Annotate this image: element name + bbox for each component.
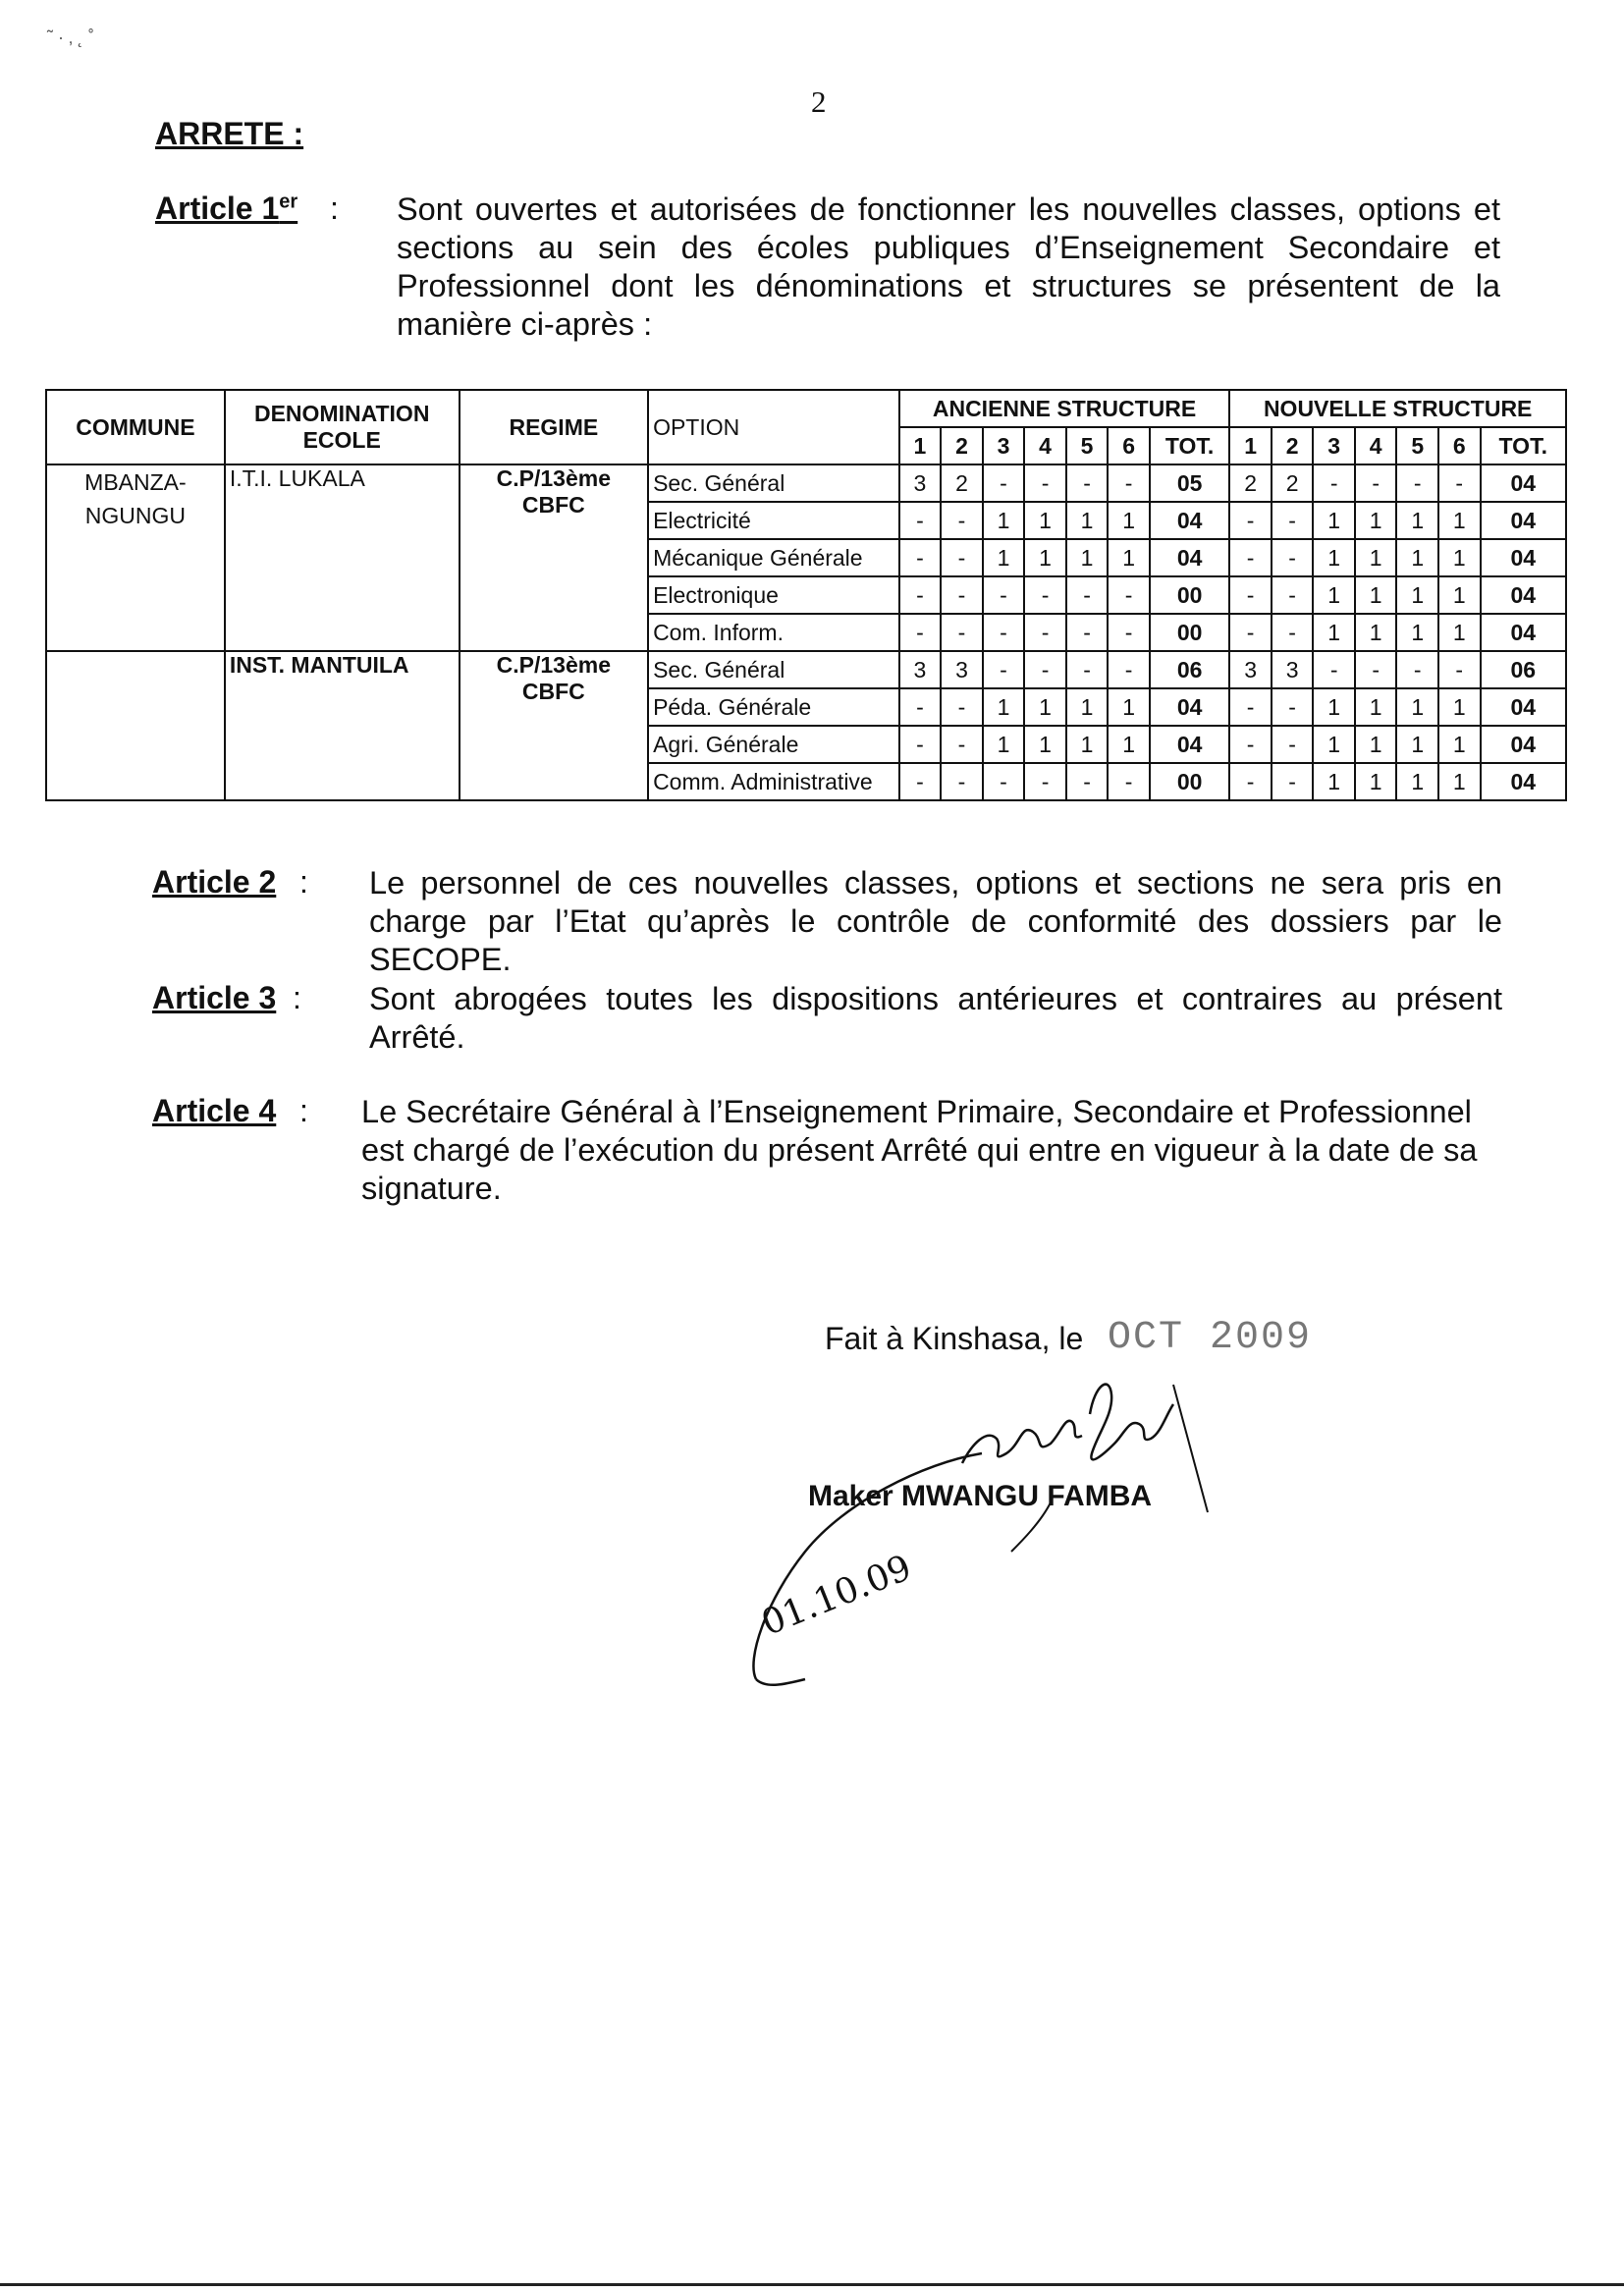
anc-total-cell: 04 xyxy=(1150,502,1229,539)
anc-year-cell: 2 xyxy=(941,464,983,502)
anc-year-cell: 1 xyxy=(1066,726,1109,763)
anc-year-cell: - xyxy=(1066,576,1109,614)
nouv-year-cell: - xyxy=(1229,576,1272,614)
article-3-text: Sont abrogées toutes les dispositions antérieures et contraires au présent Arrêté. xyxy=(369,981,1502,1055)
nouv-year-cell: - xyxy=(1355,464,1397,502)
anc-total-cell: 00 xyxy=(1150,576,1229,614)
anc-year-cell: - xyxy=(899,763,942,800)
nouv-total-cell: 04 xyxy=(1481,502,1566,539)
year-header: 3 xyxy=(1313,427,1355,464)
regime-cell: C.P/13ème CBFC xyxy=(460,651,648,800)
nouv-year-cell: 1 xyxy=(1396,688,1438,726)
anc-year-cell: 3 xyxy=(899,464,942,502)
anc-year-cell: 1 xyxy=(1108,688,1150,726)
nouv-total-cell: 04 xyxy=(1481,464,1566,502)
nouv-total-cell: 04 xyxy=(1481,763,1566,800)
anc-year-cell: - xyxy=(1024,614,1066,651)
nouv-year-cell: 2 xyxy=(1272,464,1314,502)
nouv-year-cell: - xyxy=(1272,688,1314,726)
nouv-year-cell: - xyxy=(1272,726,1314,763)
nouv-year-cell: 1 xyxy=(1396,539,1438,576)
anc-year-cell: 1 xyxy=(1108,726,1150,763)
anc-year-cell: - xyxy=(1108,614,1150,651)
anc-year-cell: - xyxy=(1108,576,1150,614)
anc-year-cell: - xyxy=(1024,464,1066,502)
scan-specks: ˜ · ‚ ˛ ˚ xyxy=(47,27,94,47)
nouv-year-cell: 1 xyxy=(1355,726,1397,763)
year-header: 4 xyxy=(1355,427,1397,464)
anc-year-cell: 1 xyxy=(1108,502,1150,539)
year-header: 2 xyxy=(1272,427,1314,464)
anc-year-cell: - xyxy=(1108,464,1150,502)
nouv-year-cell: - xyxy=(1229,688,1272,726)
nouv-total-cell: 04 xyxy=(1481,614,1566,651)
anc-year-cell: 1 xyxy=(983,502,1025,539)
nouv-year-cell: 1 xyxy=(1438,576,1481,614)
date-stamp: OCT 2009 xyxy=(1108,1316,1313,1360)
anc-year-cell: - xyxy=(1066,763,1109,800)
nouv-total-cell: 04 xyxy=(1481,576,1566,614)
option-cell: Electricité xyxy=(648,502,899,539)
nouv-total-cell: 06 xyxy=(1481,651,1566,688)
article-1-colon: : xyxy=(330,191,339,226)
nouv-year-cell: - xyxy=(1438,464,1481,502)
header-denomination: DENOMINATION ECOLE xyxy=(225,390,460,464)
nouv-year-cell: - xyxy=(1272,502,1314,539)
option-cell: Mécanique Générale xyxy=(648,539,899,576)
anc-year-cell: - xyxy=(899,502,942,539)
year-header: 1 xyxy=(899,427,942,464)
nouv-year-cell: 1 xyxy=(1313,539,1355,576)
nouv-year-cell: - xyxy=(1229,614,1272,651)
structure-table xyxy=(45,389,1567,801)
year-header: 6 xyxy=(1438,427,1481,464)
page-number: 2 xyxy=(811,84,827,119)
anc-year-cell: - xyxy=(983,464,1025,502)
option-cell: Comm. Administrative xyxy=(648,763,899,800)
anc-total-cell: 05 xyxy=(1150,464,1229,502)
nouv-year-cell: - xyxy=(1229,763,1272,800)
anc-year-cell: - xyxy=(1066,614,1109,651)
nouv-year-cell: - xyxy=(1313,464,1355,502)
article-2-text: Le personnel de ces nouvelles classes, options et sections ne sera pris en charge par l’Etat qu’après le contrôle de conformité des dossiers par le SECOPE. xyxy=(369,865,1502,977)
header-nouvelle-structure: NOUVELLE STRUCTURE xyxy=(1229,390,1566,427)
nouv-year-cell: - xyxy=(1272,576,1314,614)
article-4-colon: : xyxy=(299,1093,308,1128)
anc-total-cell: 06 xyxy=(1150,651,1229,688)
anc-year-cell: - xyxy=(983,614,1025,651)
anc-year-cell: - xyxy=(899,539,942,576)
nouv-year-cell: - xyxy=(1396,651,1438,688)
nouv-year-cell: 1 xyxy=(1313,614,1355,651)
option-cell: Com. Inform. xyxy=(648,614,899,651)
nouv-year-cell: 1 xyxy=(1438,614,1481,651)
anc-year-cell: - xyxy=(941,688,983,726)
anc-year-cell: - xyxy=(941,539,983,576)
anc-year-cell: 1 xyxy=(1024,502,1066,539)
nouv-total-cell: 04 xyxy=(1481,726,1566,763)
anc-total-cell: 00 xyxy=(1150,763,1229,800)
anc-year-cell: 1 xyxy=(983,726,1025,763)
nouv-year-cell: - xyxy=(1438,651,1481,688)
year-header: 2 xyxy=(941,427,983,464)
header-commune: COMMUNE xyxy=(46,390,225,464)
nouv-year-cell: - xyxy=(1313,651,1355,688)
anc-year-cell: 1 xyxy=(1108,539,1150,576)
anc-year-cell: 1 xyxy=(1024,688,1066,726)
article-3-label: Article 3 xyxy=(152,980,277,1015)
signature-place: Fait à Kinshasa, le xyxy=(825,1321,1084,1356)
anc-year-cell: - xyxy=(941,726,983,763)
nouv-year-cell: - xyxy=(1272,614,1314,651)
anc-year-cell: - xyxy=(1024,651,1066,688)
article-1 xyxy=(155,191,1500,357)
anc-year-cell: - xyxy=(983,576,1025,614)
signer-name: Maker MWANGU FAMBA xyxy=(808,1480,1153,1512)
total-header: TOT. xyxy=(1481,427,1566,464)
nouv-year-cell: 1 xyxy=(1355,614,1397,651)
article-2 xyxy=(152,864,1502,977)
anc-year-cell: - xyxy=(941,576,983,614)
anc-year-cell: - xyxy=(899,726,942,763)
decree-heading: ARRETE : xyxy=(155,116,304,151)
nouv-year-cell: 1 xyxy=(1396,763,1438,800)
anc-total-cell: 04 xyxy=(1150,726,1229,763)
option-cell: Sec. Général xyxy=(648,464,899,502)
nouv-year-cell: 1 xyxy=(1355,763,1397,800)
table-row xyxy=(46,651,1566,688)
handwritten-date: 01.10.09 xyxy=(756,1547,917,1645)
article-3 xyxy=(152,980,1502,1068)
anc-year-cell: - xyxy=(941,763,983,800)
nouv-year-cell: 1 xyxy=(1438,539,1481,576)
school-name-cell: I.T.I. LUKALA xyxy=(225,464,460,651)
option-cell: Agri. Générale xyxy=(648,726,899,763)
nouv-year-cell: 1 xyxy=(1396,502,1438,539)
year-header: 4 xyxy=(1024,427,1066,464)
year-header: 5 xyxy=(1066,427,1109,464)
year-header: 5 xyxy=(1396,427,1438,464)
nouv-year-cell: 1 xyxy=(1313,763,1355,800)
nouv-year-cell: 1 xyxy=(1355,688,1397,726)
article-4-text: Le Secrétaire Général à l’Enseignement Primaire, Secondaire et Professionnel est chargé de l’exécution du présent Arrêté qui entre en vigueur à la date de sa signature. xyxy=(361,1094,1478,1206)
anc-year-cell: - xyxy=(941,502,983,539)
nouv-year-cell: 1 xyxy=(1438,502,1481,539)
anc-year-cell: - xyxy=(1024,763,1066,800)
nouv-year-cell: - xyxy=(1355,651,1397,688)
nouv-year-cell: - xyxy=(1272,763,1314,800)
anc-year-cell: 1 xyxy=(983,688,1025,726)
nouv-year-cell: 1 xyxy=(1355,576,1397,614)
anc-year-cell: 1 xyxy=(1024,726,1066,763)
nouv-year-cell: 2 xyxy=(1229,464,1272,502)
anc-year-cell: - xyxy=(1108,763,1150,800)
nouv-year-cell: - xyxy=(1229,726,1272,763)
anc-total-cell: 04 xyxy=(1150,539,1229,576)
nouv-year-cell: - xyxy=(1272,539,1314,576)
nouv-year-cell: 1 xyxy=(1396,614,1438,651)
article-4-label: Article 4 xyxy=(152,1093,277,1128)
anc-year-cell: - xyxy=(1024,576,1066,614)
commune-cell xyxy=(46,651,225,800)
article-2-label: Article 2 xyxy=(152,864,277,900)
regime-cell: C.P/13ème CBFC xyxy=(460,464,648,651)
nouv-year-cell: 1 xyxy=(1438,726,1481,763)
anc-year-cell: 1 xyxy=(1066,688,1109,726)
anc-year-cell: - xyxy=(983,651,1025,688)
header-option: OPTION xyxy=(648,390,899,464)
header-ancienne-structure: ANCIENNE STRUCTURE xyxy=(899,390,1230,427)
anc-year-cell: - xyxy=(899,614,942,651)
handwritten-signature xyxy=(727,1306,1237,1719)
article-4 xyxy=(152,1093,1502,1221)
article-1-label: Article 1er xyxy=(155,191,298,226)
anc-year-cell: 1 xyxy=(1066,539,1109,576)
year-header: 6 xyxy=(1108,427,1150,464)
nouv-year-cell: - xyxy=(1229,539,1272,576)
nouv-year-cell: 1 xyxy=(1313,726,1355,763)
anc-year-cell: 1 xyxy=(1024,539,1066,576)
nouv-total-cell: 04 xyxy=(1481,539,1566,576)
nouv-year-cell: 1 xyxy=(1313,688,1355,726)
anc-year-cell: - xyxy=(1066,651,1109,688)
nouv-year-cell: - xyxy=(1396,464,1438,502)
nouv-year-cell: 1 xyxy=(1313,576,1355,614)
nouv-year-cell: 1 xyxy=(1396,726,1438,763)
total-header: TOT. xyxy=(1150,427,1229,464)
nouv-year-cell: 1 xyxy=(1355,539,1397,576)
nouv-year-cell: 1 xyxy=(1313,502,1355,539)
article-2-colon: : xyxy=(299,864,308,900)
anc-year-cell: - xyxy=(1066,464,1109,502)
article-1-superscript: er xyxy=(279,191,298,213)
anc-year-cell: - xyxy=(899,688,942,726)
year-header: 1 xyxy=(1229,427,1272,464)
anc-year-cell: 3 xyxy=(899,651,942,688)
anc-year-cell: 1 xyxy=(1066,502,1109,539)
anc-year-cell: 1 xyxy=(983,539,1025,576)
anc-year-cell: - xyxy=(941,614,983,651)
option-cell: Péda. Générale xyxy=(648,688,899,726)
anc-total-cell: 00 xyxy=(1150,614,1229,651)
option-cell: Electronique xyxy=(648,576,899,614)
anc-year-cell: 3 xyxy=(941,651,983,688)
page-bottom-rule xyxy=(0,2283,1624,2286)
nouv-year-cell: 1 xyxy=(1438,763,1481,800)
table-row xyxy=(46,464,1566,502)
anc-year-cell: - xyxy=(1108,651,1150,688)
option-cell: Sec. Général xyxy=(648,651,899,688)
nouv-year-cell: 1 xyxy=(1438,688,1481,726)
anc-year-cell: - xyxy=(899,576,942,614)
nouv-total-cell: 04 xyxy=(1481,688,1566,726)
commune-cell: MBANZA-NGUNGU xyxy=(46,464,225,651)
article-1-text: Sont ouvertes et autorisées de fonctionner les nouvelles classes, options et sections au sein des écoles publiques d’Enseignement Secondaire et Professionnel dont les dénominations et structures se présentent de la manière ci-après : xyxy=(397,191,1500,342)
anc-year-cell: - xyxy=(983,763,1025,800)
article-3-colon: : xyxy=(293,980,301,1015)
school-name-cell: INST. MANTUILA xyxy=(225,651,460,800)
nouv-year-cell: 3 xyxy=(1272,651,1314,688)
year-header: 3 xyxy=(983,427,1025,464)
nouv-year-cell: 3 xyxy=(1229,651,1272,688)
anc-total-cell: 04 xyxy=(1150,688,1229,726)
nouv-year-cell: 1 xyxy=(1396,576,1438,614)
nouv-year-cell: - xyxy=(1229,502,1272,539)
nouv-year-cell: 1 xyxy=(1355,502,1397,539)
header-regime: REGIME xyxy=(460,390,648,464)
